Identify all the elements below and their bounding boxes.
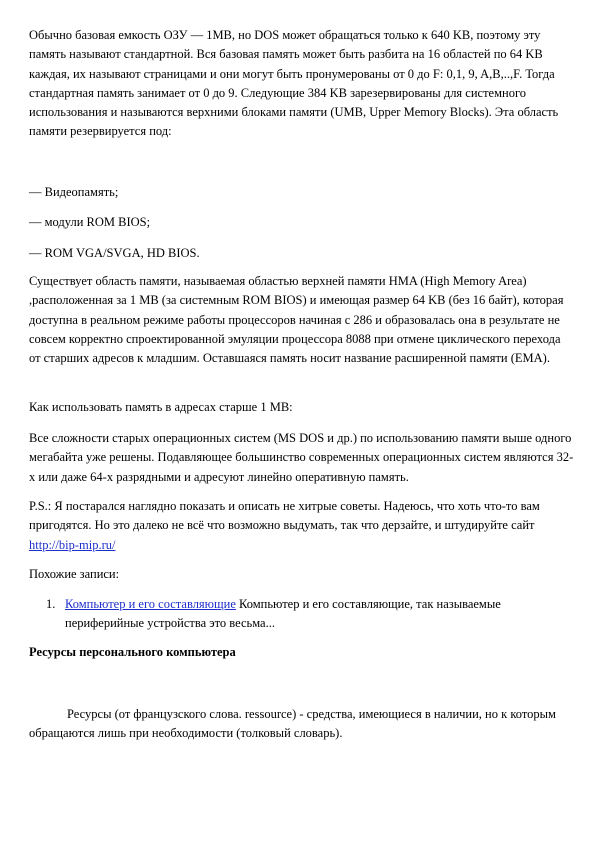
related-description: Компьютер и его составляющие, так называемые периферийные устройства это весьма... xyxy=(65,597,501,631)
paragraph-related-title: Похожие записи: xyxy=(29,567,120,581)
related-link[interactable]: Компьютер и его составляющие xyxy=(65,597,236,611)
list-item-number: 1. xyxy=(46,597,56,611)
paragraph-os-memory: Все сложности старых операционных систем (MS DOS и др.) по использованию памяти выше одного мегабайта уже решены. Подавляющее большинство современных операционных систем являются 32-х или даже 64-х разрядными и адресуют линейно оперативную память. xyxy=(29,431,574,484)
paragraph-hma: Существует область памяти, называемая областью верхней памяти HMA (High Memory Area) ,расположенная за 1 MB (за системным ROM BIOS) и имеющая размер 64 KB (без 16 байт), которая доступна в реальном режиме работы процессоров начиная с 286 и образовалась она в результате не совсем корректно спроектированной эмуляции процессора 8088 при отмене циклического перехода от старших адресов к младшим. Оставшаяся память носит название расширенной памяти (EMA). xyxy=(29,274,564,366)
dash-item-video-memory: — Видеопамять; xyxy=(29,185,119,199)
paragraph-base-memory: Обычно базовая емкость ОЗУ — 1MB, но DOS может обращаться только к 640 KB, поэтому эту память называют стандартной. Вся базовая память может быть разбита на 16 областей по 64 KB каждая, их называют страницами и они могут быть пронумерованы от 0 до F: 0,1, 9, A,B,..,F. Тогда стандартная память занимает от 0 до 9. Следующие 384 KB зарезервированы для системного использования и называются верхними блоками памяти (UMB, Upper Memory Blocks). Эта область памяти резервируется под: xyxy=(29,28,559,139)
site-link[interactable]: http://bip-mip.ru/ xyxy=(29,537,116,552)
list-item-body xyxy=(65,595,571,634)
paragraph-ps xyxy=(29,497,574,555)
paragraph-resources: Ресурсы (от французского слова. ressource) - средства, имеющиеся в наличии, но к которым обращаются лишь при необходимости (толковый словарь). xyxy=(29,707,556,741)
paragraph-question: Как использовать память в адресах старше 1 MB: xyxy=(29,400,293,414)
dash-item-vga-bios: — ROM VGA/SVGA, HD BIOS. xyxy=(29,246,200,260)
section-heading: Ресурсы персонального компьютера xyxy=(29,645,236,659)
ps-text: P.S.: Я постарался наглядно показать и описать не хитрые советы. Надеюсь, что хоть что-то вам пригодятся. Но это далеко не всё что возможно выдумать, так что дерзайте, и штудируйте сайт xyxy=(29,499,540,533)
dash-item-rom-bios: — модули ROM BIOS; xyxy=(29,215,151,229)
